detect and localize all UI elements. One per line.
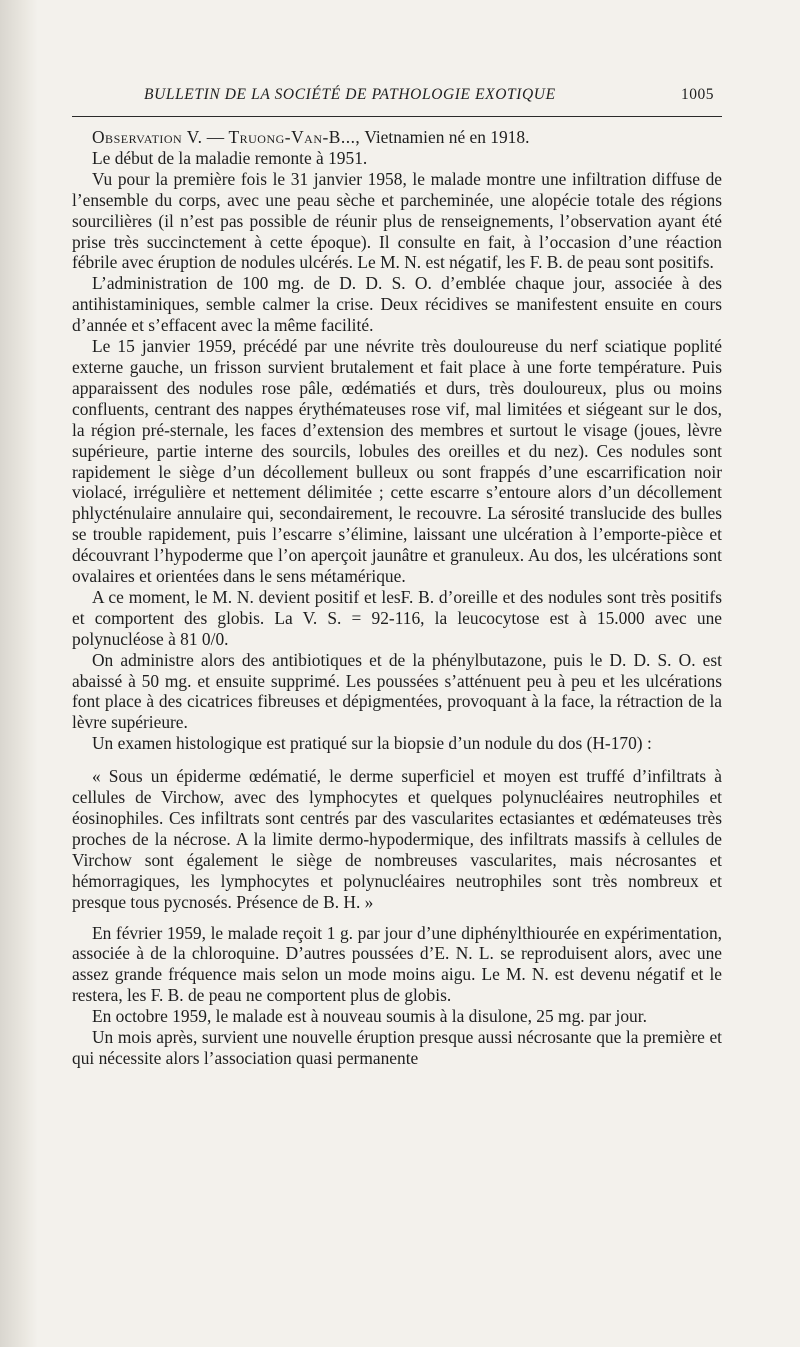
header-rule: [72, 116, 722, 117]
paragraph: Un examen histologique est pratiqué sur la biopsie d’un nodule du dos (H-170) :: [92, 733, 652, 754]
patient-name: Truong-Van-B...,: [228, 127, 361, 147]
paragraph: Vu pour la première fois le 31 janvier 1958, le malade montre une infiltration diffuse de l’ensemble du corps, avec une peau sèche et parcheminée, une alopécie totale des régions sourcilières (il n’est pas possible de réunir plus de renseignements, l’observation ayant été prise très succinctement à cette époque). Il consulte en fait, à l’occasion d’une réaction fébrile avec éruption de nodules ulcérés. Le M. N. est négatif, les F. B. de peau sont positifs.: [72, 168, 722, 273]
paragraph: A ce moment, le M. N. devient positif et lesF. B. d’oreille et des nodules sont très positifs et comportent des globis. La V. S. = 92-116, la leucocytose est à 15.000 avec une polynucléose à 81 0/0.: [72, 586, 722, 649]
document-page: [72, 80, 722, 1069]
paragraph: Le 15 janvier 1959, précédé par une névrite très douloureuse du nerf sciatique poplité externe gauche, un frisson survient brutalement et fait place à une forte température. Puis apparaissent des nodules rose pâle, œdématiés et durs, très douloureux, plus ou moins confluents, centrant des nappes érythémateuses rose vif, mal limitées et siégeant sur le dos, la région pré-sternale, les faces d’extension des membres et surtout le visage (joues, lèvre supérieure, partie interne des sourcils, lobules des oreilles et du nez). Ces nodules sont rapidement le siège d’un décollement bulleux ou sont frappés d’une escarrification noir violacé, irrégulière et nettement délimitée ; cette escarre s’entoure alors d’un décollement phlycténulaire annulaire qui, secondairement, le recouvre. La sérosité translucide des bulles se trouble rapidement, puis l’escarre s’élimine, laissant une ulcération à l’emporte-pièce et découvrant l’hypoderme que l’on aperçoit jaunâtre et granuleux. Au dos, les ulcérations sont ovalaires et orientées dans le sens métamérique.: [72, 336, 722, 587]
paragraph: On administre alors des antibiotiques et de la phénylbutazone, puis le D. D. S. O. est abaissé à 50 mg. et ensuite supprimé. Les poussées s’atténuent peu à peu et les ulcérations font place à des cicatrices fibreuses et dépigmentées, provoquant à la face, la rétraction de la lèvre supérieure.: [72, 649, 722, 733]
histology-quote: « Sous un épiderme œdématié, le derme superficiel et moyen est truffé d’infiltrats à cellules de Virchow, avec des lymphocytes et quelques polynucléaires neutrophiles et éosinophiles. Ces infiltrats sont centrés par des vascularites ectasiantes et œdémateuses très proches de la nécrose. A la limite dermo-hypodermique, des infiltrats massifs à cellules de Virchow sont également le siège de nombreuses vascularites, mais nécrosantes et hémorragiques, les lymphocytes et polynucléaires neutrophiles sont très nombreux et presque tous pycnosés. Présence de B. H. »: [72, 766, 722, 912]
observation-heading: [72, 127, 722, 148]
paragraph: Le début de la maladie remonte à 1951.: [92, 147, 368, 168]
page-number: 1005: [681, 86, 714, 103]
paragraph: En février 1959, le malade reçoit 1 g. par jour d’une diphénylthiourée en expérimentation, associée à de la chloroquine. D’autres poussées d’E. N. L. se reproduisent alors, avec une assez grande fréquence mais selon un mode moins aigu. Le M. N. est devenu négatif et le restera, les F. B. de peau ne comportent plus de globis.: [72, 922, 722, 1006]
running-title: BULLETIN DE LA SOCIÉTÉ DE PATHOLOGIE EXOTIQUE: [144, 86, 556, 103]
patient-origin: Vietnamien né en 1918.: [364, 127, 530, 147]
page-header: [72, 80, 722, 108]
paragraph: En octobre 1959, le malade est à nouveau soumis à la disulone, 25 mg. par jour.: [92, 1006, 647, 1027]
observation-dash: —: [202, 127, 229, 147]
paragraph: L’administration de 100 mg. de D. D. S. O. d’emblée chaque jour, associée à des antihistaminiques, semble calmer la crise. Deux récidives se manifestent ensuite en cours d’année et s’effacent avec la même facilité.: [72, 273, 722, 336]
scan-page-edge: [0, 0, 38, 1347]
observation-label: Observation V.: [92, 127, 203, 147]
article-body: [72, 127, 722, 1069]
paragraph: Un mois après, survient une nouvelle éruption presque aussi nécrosante que la première et qui nécessite alors l’association quasi permanente: [72, 1027, 722, 1068]
